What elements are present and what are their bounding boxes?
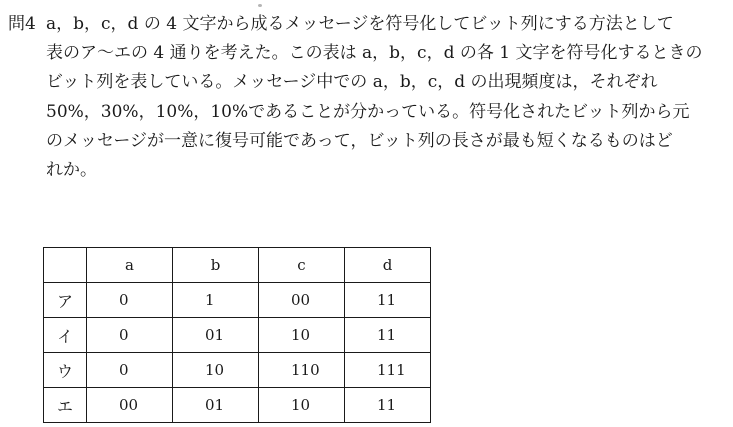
table-cell: 01 xyxy=(173,318,259,353)
column-header-b: b xyxy=(173,248,259,283)
row-label: イ xyxy=(44,318,87,353)
table-cell: 0 xyxy=(87,353,173,388)
scan-speck xyxy=(258,4,262,7)
table-cell: 11 xyxy=(345,318,431,353)
table-cell: 10 xyxy=(173,353,259,388)
table-cell: 11 xyxy=(345,388,431,423)
table-cell: 00 xyxy=(259,283,345,318)
question-line: れか。 xyxy=(46,159,97,180)
table-cell: 00 xyxy=(87,388,173,423)
row-label: ウ xyxy=(44,353,87,388)
row-label: ア xyxy=(44,283,87,318)
question-line: a，b，c，d の 4 文字から成るメッセージを符号化してビット列にする方法として xyxy=(46,14,674,34)
column-header-a: a xyxy=(87,248,173,283)
question-line: ビット列を表している。メッセージ中での a，b，c，d の出現頻度は，それぞれ xyxy=(46,72,658,93)
question-line: 50%，30%，10%，10%であることが分かっている。符号化されたビット列から元 xyxy=(46,101,690,122)
table-cell: 1 xyxy=(173,283,259,318)
question-text xyxy=(46,10,726,185)
table-header-row xyxy=(44,248,431,283)
table-cell: 111 xyxy=(345,353,431,388)
table-cell: 10 xyxy=(259,388,345,423)
table-row xyxy=(44,318,431,353)
table-row xyxy=(44,388,431,423)
table-cell: 0 xyxy=(87,283,173,318)
column-header-d: d xyxy=(345,248,431,283)
table-cell: 01 xyxy=(173,388,259,423)
encoding-table xyxy=(43,247,431,423)
question-line: 表のア～エの 4 通りを考えた。この表は a，b，c，d の各 1 文字を符号化するときの xyxy=(46,43,703,64)
table-cell: 0 xyxy=(87,318,173,353)
table-row xyxy=(44,353,431,388)
table-cell: 110 xyxy=(259,353,345,388)
question-number: 問4 xyxy=(8,14,36,34)
column-header-c: c xyxy=(259,248,345,283)
row-label: エ xyxy=(44,388,87,423)
question-line: のメッセージが一意に復号可能であって，ビット列の長さが最も短くなるものはど xyxy=(46,130,673,151)
table-cell: 10 xyxy=(259,318,345,353)
table-row xyxy=(44,283,431,318)
table-cell: 11 xyxy=(345,283,431,318)
table-corner-cell xyxy=(44,248,87,283)
